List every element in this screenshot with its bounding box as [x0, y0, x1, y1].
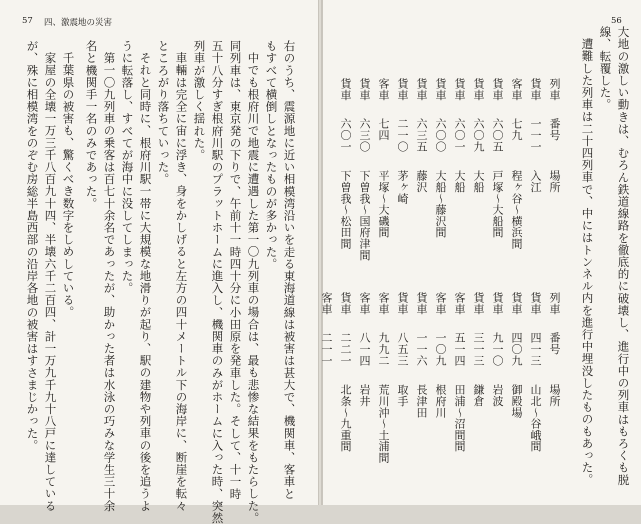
- table-cell-location: 岩波: [491, 384, 504, 407]
- left-body-line: 名と機関手一名のみであった。: [84, 40, 99, 210]
- table-cell-train-type: 貨車: [396, 292, 409, 315]
- table-cell-train-number: 四〇九: [510, 332, 523, 366]
- table-cell-location: 入江: [529, 170, 542, 193]
- table-cell-train-type: 貨車: [415, 292, 428, 315]
- table-cell-train-type: 客車: [510, 78, 523, 101]
- table-cell-train-type: 貨車: [358, 78, 371, 101]
- right-body-line: 遭難した列車は二十四列車で、中にはトンネル内を進行中埋没したものもあった。: [580, 38, 595, 486]
- table-cell-location: 根府川: [434, 384, 447, 418]
- left-body-line: 家屋の全壊一万三千八百九十四、半壊六千二百四、計一万九千九十八戸に達している: [43, 52, 58, 512]
- left-body-line: 第一〇九列車の乗客は百七十余名であったが、助かった者は水泳の巧みな学生三十余: [102, 52, 117, 512]
- table-cell-train-number: 七九: [510, 118, 523, 141]
- table-cell-train-type: 貨車: [529, 292, 542, 315]
- table-cell-train-number: 五一四: [453, 332, 466, 366]
- table-cell-train-number: 六〇五: [491, 118, 504, 152]
- table-cell-train-number: 一〇九: [434, 332, 447, 366]
- table-header-place: 場所: [548, 170, 561, 193]
- table-cell-train-type: 貨車: [339, 292, 352, 315]
- table-cell-train-number: 二一一: [320, 332, 333, 366]
- right-body-line: 線、転覆した。: [598, 26, 613, 111]
- table-header-number: 番号: [548, 118, 561, 141]
- table-cell-location: 北条～九重間: [339, 384, 352, 452]
- table-cell-train-number: 六〇一: [453, 118, 466, 152]
- left-body-line: 千葉県の被害も、驚くべき数字をしめしている。: [61, 52, 76, 319]
- table-header-number: 番号: [548, 332, 561, 355]
- table-cell-location: 程ヶ谷～横浜間: [510, 170, 523, 250]
- table-cell-train-number: 二二一: [339, 332, 352, 366]
- table-cell-train-number: 六〇九: [472, 118, 485, 152]
- table-cell-train-type: 客車: [358, 292, 371, 315]
- table-cell-location: 下曽我～松田間: [339, 170, 352, 250]
- table-cell-train-type: 貨車: [453, 78, 466, 101]
- table-cell-train-number: 四一三: [529, 332, 542, 366]
- left-page-number: 57: [22, 16, 33, 26]
- table-cell-train-number: 九一〇: [491, 332, 504, 366]
- train-table-upper: [323, 78, 573, 261]
- left-body-line: 列車が激しく揺れた。: [192, 40, 207, 161]
- table-cell-location: 大船: [453, 170, 466, 193]
- left-body-line: もすべて横倒しとなったものが多かった。: [264, 40, 279, 270]
- table-cell-train-number: 六〇一: [339, 118, 352, 152]
- table-cell-train-number: 二一〇: [396, 118, 409, 152]
- table-cell-location: 藤沢: [415, 170, 428, 193]
- table-cell-train-number: 七四: [377, 118, 390, 141]
- table-cell-location: 茅ヶ崎: [396, 170, 409, 204]
- table-cell-location: 岩井: [358, 384, 371, 407]
- table-cell-location: 荒川沖～土浦間: [377, 384, 390, 464]
- table-cell-train-type: 貨車: [472, 78, 485, 101]
- table-cell-train-type: 貨車: [339, 78, 352, 101]
- left-body-line: が、殊に相模湾をのぞむ房総半島西部の沿岸各地の被害はすさまじかった。: [25, 40, 40, 452]
- left-body-line: 中でも根府川で地震に遭遇した第一〇九列車の場合は、最も悲惨な結果をもたらした。: [246, 52, 261, 524]
- left-page: [0, 0, 319, 524]
- table-header-train: 列車: [548, 292, 561, 315]
- train-table-lower: [320, 292, 573, 464]
- right-page: [322, 0, 641, 505]
- left-body-line: 車輛は完全に宙に浮き、身をかしげると左方の四十メートル下の海岸に、断崖を転々: [174, 52, 189, 512]
- right-body-line: 大地の激しい動きは、むろん鉄道線路を徹底的に破壊し、進行中の列車はもろくも脱: [616, 26, 631, 486]
- table-cell-location: 戸塚～大船間: [491, 170, 504, 238]
- table-cell-location: 下曽我～国府津間: [358, 170, 371, 261]
- table-cell-location: 平塚～大磯間: [377, 170, 390, 238]
- table-header-place: 場所: [548, 384, 561, 407]
- table-cell-train-type: 貨車: [529, 78, 542, 101]
- table-cell-train-type: 貨車: [491, 78, 504, 101]
- table-cell-location: 田浦～沼間間: [453, 384, 466, 452]
- right-page-number: 56: [611, 16, 622, 26]
- table-cell-train-type: 貨車: [415, 78, 428, 101]
- table-cell-train-number: 八五三: [396, 332, 409, 366]
- table-cell-train-type: 貨車: [510, 292, 523, 315]
- table-cell-train-number: 三一三: [472, 332, 485, 366]
- table-cell-train-number: 一一六: [415, 332, 428, 366]
- left-body-line: 右のうち、震源地に近い相模湾沿いを走る東海道線は被害は甚大で、機関車、客車と: [282, 40, 297, 500]
- table-cell-location: 鎌倉: [472, 384, 485, 407]
- table-cell-train-number: 一一一: [529, 118, 542, 152]
- table-cell-train-type: 貨車: [472, 292, 485, 315]
- table-cell-location: 取手: [396, 384, 409, 407]
- running-head: 四、激震地の災害: [44, 18, 113, 28]
- left-body-line: ところがり落ちていった。: [156, 40, 171, 186]
- table-cell-train-type: 客車: [453, 292, 466, 315]
- table-header-train: 列車: [548, 78, 561, 101]
- table-cell-train-number: 六三〇: [358, 118, 371, 152]
- left-body-line: それと同時に、根府川駅一帯に大規模な地滑りが起り、駅の建物や列車の後を追うよ: [138, 52, 153, 512]
- table-cell-train-type: 客車: [434, 292, 447, 315]
- table-cell-train-type: 客車: [377, 78, 390, 101]
- left-body-line: うに転落し、すべてが海中に没してしまった。: [120, 40, 135, 295]
- table-cell-train-number: 六三五: [415, 118, 428, 152]
- table-cell-location: 山北～谷峨間: [529, 384, 542, 452]
- left-body-line: 同列車は、東京発の下りで、午前十一時四十分に小田原を発車した。そして、十一時: [228, 40, 243, 500]
- table-cell-location: 御殿場: [510, 384, 523, 418]
- table-cell-train-type: 貨車: [491, 292, 504, 315]
- left-body-line: 五十八分すぎ根府川駅のプラットホームに進入し、機関車のみがホームに入った時、突然: [210, 40, 225, 524]
- table-cell-train-number: 九九二: [377, 332, 390, 366]
- table-cell-train-type: 客車: [377, 292, 390, 315]
- table-cell-train-number: 六〇〇: [434, 118, 447, 152]
- table-cell-train-type: 客車: [320, 292, 333, 315]
- table-cell-train-type: 貨車: [396, 78, 409, 101]
- table-cell-location: 長津田: [415, 384, 428, 418]
- table-cell-train-number: 八一四: [358, 332, 371, 366]
- table-cell-location: 大船～藤沢間: [434, 170, 447, 238]
- table-cell-train-type: 貨車: [434, 78, 447, 101]
- table-cell-location: 大船: [472, 170, 485, 193]
